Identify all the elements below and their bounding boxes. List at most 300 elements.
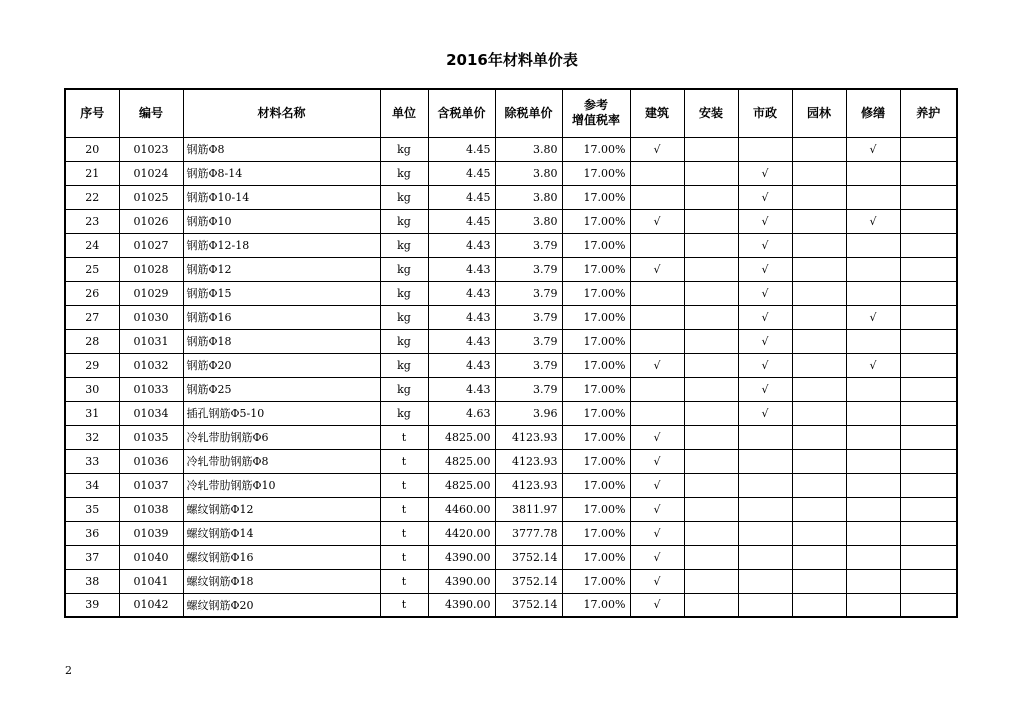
cell-seq: 33 <box>65 449 119 473</box>
cell-unit: kg <box>380 329 428 353</box>
cell-anzhuang <box>684 401 738 425</box>
cell-shizheng <box>738 473 792 497</box>
cell-name: 螺纹钢筋Φ12 <box>183 497 380 521</box>
cell-yanghu <box>900 353 957 377</box>
cell-code: 01041 <box>119 569 183 593</box>
header-rate-line1: 参考 <box>583 98 608 113</box>
table-row <box>65 473 957 497</box>
cell-anzhuang <box>684 521 738 545</box>
cell-anzhuang <box>684 377 738 401</box>
cell-seq: 20 <box>65 137 119 161</box>
cell-xiushan <box>846 449 900 473</box>
cell-price-notax: 3.79 <box>495 329 562 353</box>
cell-jianzhu <box>630 233 684 257</box>
table-row <box>65 521 957 545</box>
header-xiushan: 修缮 <box>846 89 900 137</box>
cell-code: 01042 <box>119 593 183 617</box>
cell-yanghu <box>900 521 957 545</box>
table-row <box>65 329 957 353</box>
cell-yuanlin <box>792 185 846 209</box>
cell-price-tax: 4.45 <box>428 209 495 233</box>
cell-jianzhu: √ <box>630 473 684 497</box>
cell-yuanlin <box>792 425 846 449</box>
cell-xiushan: √ <box>846 305 900 329</box>
cell-yuanlin <box>792 353 846 377</box>
cell-anzhuang <box>684 329 738 353</box>
cell-xiushan <box>846 521 900 545</box>
cell-code: 01037 <box>119 473 183 497</box>
cell-xiushan: √ <box>846 209 900 233</box>
cell-rate: 17.00% <box>562 449 630 473</box>
cell-yanghu <box>900 377 957 401</box>
cell-price-tax: 4.43 <box>428 233 495 257</box>
cell-xiushan <box>846 329 900 353</box>
cell-name: 钢筋Φ25 <box>183 377 380 401</box>
cell-yuanlin <box>792 281 846 305</box>
cell-code: 01023 <box>119 137 183 161</box>
cell-unit: kg <box>380 137 428 161</box>
cell-rate: 17.00% <box>562 593 630 617</box>
cell-yanghu <box>900 473 957 497</box>
cell-shizheng <box>738 545 792 569</box>
cell-name: 钢筋Φ8 <box>183 137 380 161</box>
cell-price-tax: 4.45 <box>428 137 495 161</box>
cell-yuanlin <box>792 449 846 473</box>
cell-yanghu <box>900 185 957 209</box>
cell-code: 01027 <box>119 233 183 257</box>
cell-price-notax: 3752.14 <box>495 593 562 617</box>
table-row <box>65 569 957 593</box>
cell-code: 01040 <box>119 545 183 569</box>
cell-name: 钢筋Φ12-18 <box>183 233 380 257</box>
cell-jianzhu <box>630 401 684 425</box>
cell-unit: kg <box>380 161 428 185</box>
cell-yuanlin <box>792 233 846 257</box>
cell-price-tax: 4.43 <box>428 377 495 401</box>
cell-seq: 26 <box>65 281 119 305</box>
cell-seq: 30 <box>65 377 119 401</box>
cell-seq: 39 <box>65 593 119 617</box>
table-row <box>65 377 957 401</box>
header-anzhuang: 安装 <box>684 89 738 137</box>
cell-seq: 21 <box>65 161 119 185</box>
cell-jianzhu: √ <box>630 353 684 377</box>
cell-code: 01032 <box>119 353 183 377</box>
cell-unit: t <box>380 449 428 473</box>
cell-price-tax: 4390.00 <box>428 569 495 593</box>
cell-seq: 24 <box>65 233 119 257</box>
cell-code: 01038 <box>119 497 183 521</box>
header-price-notax: 除税单价 <box>495 89 562 137</box>
cell-seq: 35 <box>65 497 119 521</box>
cell-shizheng: √ <box>738 353 792 377</box>
cell-anzhuang <box>684 425 738 449</box>
header-yuanlin: 园林 <box>792 89 846 137</box>
table-row <box>65 137 957 161</box>
cell-shizheng <box>738 497 792 521</box>
cell-unit: kg <box>380 233 428 257</box>
cell-jianzhu <box>630 281 684 305</box>
cell-price-notax: 3777.78 <box>495 521 562 545</box>
cell-rate: 17.00% <box>562 185 630 209</box>
cell-rate: 17.00% <box>562 329 630 353</box>
cell-xiushan <box>846 569 900 593</box>
cell-shizheng: √ <box>738 377 792 401</box>
cell-jianzhu: √ <box>630 569 684 593</box>
cell-anzhuang <box>684 569 738 593</box>
page-number: 2 <box>65 664 72 677</box>
cell-yuanlin <box>792 209 846 233</box>
cell-shizheng <box>738 521 792 545</box>
table-row <box>65 233 957 257</box>
cell-xiushan <box>846 161 900 185</box>
cell-yanghu <box>900 425 957 449</box>
cell-anzhuang <box>684 161 738 185</box>
cell-code: 01039 <box>119 521 183 545</box>
table-row <box>65 593 957 617</box>
table-row <box>65 449 957 473</box>
cell-seq: 25 <box>65 257 119 281</box>
cell-unit: kg <box>380 185 428 209</box>
table-row <box>65 401 957 425</box>
cell-jianzhu: √ <box>630 425 684 449</box>
cell-yuanlin <box>792 377 846 401</box>
cell-yuanlin <box>792 593 846 617</box>
cell-xiushan <box>846 473 900 497</box>
cell-shizheng: √ <box>738 281 792 305</box>
header-rate-line2: 增值税率 <box>571 113 620 128</box>
cell-yanghu <box>900 329 957 353</box>
cell-shizheng: √ <box>738 209 792 233</box>
cell-rate: 17.00% <box>562 473 630 497</box>
cell-yanghu <box>900 233 957 257</box>
cell-price-notax: 3.79 <box>495 305 562 329</box>
cell-anzhuang <box>684 209 738 233</box>
cell-jianzhu: √ <box>630 209 684 233</box>
cell-xiushan <box>846 257 900 281</box>
cell-price-notax: 3.79 <box>495 377 562 401</box>
cell-code: 01030 <box>119 305 183 329</box>
cell-price-tax: 4420.00 <box>428 521 495 545</box>
cell-anzhuang <box>684 233 738 257</box>
cell-shizheng <box>738 569 792 593</box>
cell-yuanlin <box>792 569 846 593</box>
cell-anzhuang <box>684 257 738 281</box>
cell-seq: 22 <box>65 185 119 209</box>
cell-seq: 28 <box>65 329 119 353</box>
cell-shizheng <box>738 425 792 449</box>
cell-yanghu <box>900 137 957 161</box>
cell-code: 01033 <box>119 377 183 401</box>
cell-name: 螺纹钢筋Φ14 <box>183 521 380 545</box>
header-name: 材料名称 <box>183 89 380 137</box>
cell-rate: 17.00% <box>562 137 630 161</box>
cell-price-notax: 4123.93 <box>495 425 562 449</box>
cell-name: 钢筋Φ8-14 <box>183 161 380 185</box>
header-yanghu: 养护 <box>900 89 957 137</box>
cell-yuanlin <box>792 497 846 521</box>
cell-shizheng: √ <box>738 233 792 257</box>
cell-rate: 17.00% <box>562 497 630 521</box>
cell-rate: 17.00% <box>562 233 630 257</box>
cell-unit: kg <box>380 281 428 305</box>
cell-anzhuang <box>684 137 738 161</box>
header-price-tax: 含税单价 <box>428 89 495 137</box>
table-row <box>65 305 957 329</box>
cell-yuanlin <box>792 329 846 353</box>
cell-price-notax: 3.80 <box>495 185 562 209</box>
cell-price-notax: 3.79 <box>495 353 562 377</box>
cell-rate: 17.00% <box>562 305 630 329</box>
cell-yuanlin <box>792 161 846 185</box>
cell-jianzhu <box>630 185 684 209</box>
cell-name: 冷轧带肋钢筋Φ6 <box>183 425 380 449</box>
cell-xiushan <box>846 401 900 425</box>
cell-name: 钢筋Φ10 <box>183 209 380 233</box>
cell-anzhuang <box>684 473 738 497</box>
cell-jianzhu <box>630 161 684 185</box>
cell-rate: 17.00% <box>562 257 630 281</box>
cell-anzhuang <box>684 497 738 521</box>
cell-seq: 31 <box>65 401 119 425</box>
cell-rate: 17.00% <box>562 545 630 569</box>
cell-price-notax: 4123.93 <box>495 473 562 497</box>
cell-price-tax: 4.43 <box>428 305 495 329</box>
cell-rate: 17.00% <box>562 281 630 305</box>
cell-yanghu <box>900 449 957 473</box>
cell-yanghu <box>900 305 957 329</box>
cell-unit: kg <box>380 305 428 329</box>
table-row <box>65 425 957 449</box>
cell-yuanlin <box>792 137 846 161</box>
cell-name: 钢筋Φ16 <box>183 305 380 329</box>
cell-price-tax: 4.43 <box>428 353 495 377</box>
cell-yanghu <box>900 281 957 305</box>
cell-yanghu <box>900 257 957 281</box>
cell-yuanlin <box>792 521 846 545</box>
cell-price-tax: 4825.00 <box>428 425 495 449</box>
cell-anzhuang <box>684 305 738 329</box>
cell-yuanlin <box>792 473 846 497</box>
cell-shizheng <box>738 137 792 161</box>
cell-anzhuang <box>684 593 738 617</box>
header-jianzhu: 建筑 <box>630 89 684 137</box>
cell-unit: t <box>380 473 428 497</box>
header-row <box>65 89 957 137</box>
table-row <box>65 257 957 281</box>
cell-anzhuang <box>684 545 738 569</box>
price-table <box>64 88 958 618</box>
cell-price-notax: 4123.93 <box>495 449 562 473</box>
cell-code: 01026 <box>119 209 183 233</box>
cell-seq: 38 <box>65 569 119 593</box>
cell-name: 钢筋Φ18 <box>183 329 380 353</box>
cell-jianzhu: √ <box>630 593 684 617</box>
cell-code: 01035 <box>119 425 183 449</box>
cell-price-notax: 3811.97 <box>495 497 562 521</box>
cell-unit: t <box>380 425 428 449</box>
cell-shizheng <box>738 449 792 473</box>
cell-shizheng: √ <box>738 305 792 329</box>
cell-shizheng: √ <box>738 161 792 185</box>
table-row <box>65 185 957 209</box>
cell-anzhuang <box>684 185 738 209</box>
cell-jianzhu <box>630 305 684 329</box>
cell-jianzhu: √ <box>630 257 684 281</box>
cell-name: 螺纹钢筋Φ20 <box>183 593 380 617</box>
cell-price-notax: 3752.14 <box>495 545 562 569</box>
cell-price-tax: 4390.00 <box>428 593 495 617</box>
cell-anzhuang <box>684 353 738 377</box>
cell-rate: 17.00% <box>562 401 630 425</box>
table-row <box>65 209 957 233</box>
cell-rate: 17.00% <box>562 425 630 449</box>
cell-price-notax: 3.96 <box>495 401 562 425</box>
cell-price-tax: 4390.00 <box>428 545 495 569</box>
cell-yanghu <box>900 401 957 425</box>
cell-yanghu <box>900 569 957 593</box>
cell-seq: 29 <box>65 353 119 377</box>
cell-code: 01029 <box>119 281 183 305</box>
cell-seq: 37 <box>65 545 119 569</box>
cell-shizheng <box>738 593 792 617</box>
cell-price-tax: 4.63 <box>428 401 495 425</box>
cell-name: 螺纹钢筋Φ18 <box>183 569 380 593</box>
cell-xiushan <box>846 185 900 209</box>
cell-jianzhu <box>630 377 684 401</box>
cell-jianzhu: √ <box>630 497 684 521</box>
cell-name: 钢筋Φ10-14 <box>183 185 380 209</box>
cell-xiushan <box>846 545 900 569</box>
cell-yanghu <box>900 209 957 233</box>
cell-code: 01036 <box>119 449 183 473</box>
cell-price-tax: 4.43 <box>428 281 495 305</box>
cell-shizheng: √ <box>738 329 792 353</box>
table-body <box>65 137 957 617</box>
cell-rate: 17.00% <box>562 377 630 401</box>
cell-price-tax: 4460.00 <box>428 497 495 521</box>
cell-name: 钢筋Φ15 <box>183 281 380 305</box>
cell-unit: kg <box>380 401 428 425</box>
cell-yuanlin <box>792 401 846 425</box>
cell-jianzhu: √ <box>630 137 684 161</box>
cell-yanghu <box>900 161 957 185</box>
cell-price-notax: 3.80 <box>495 209 562 233</box>
header-seq: 序号 <box>65 89 119 137</box>
header-rate <box>562 89 630 137</box>
cell-unit: kg <box>380 257 428 281</box>
cell-code: 01031 <box>119 329 183 353</box>
cell-code: 01025 <box>119 185 183 209</box>
cell-code: 01034 <box>119 401 183 425</box>
cell-jianzhu: √ <box>630 521 684 545</box>
cell-yanghu <box>900 545 957 569</box>
cell-price-notax: 3.80 <box>495 161 562 185</box>
cell-price-tax: 4.43 <box>428 329 495 353</box>
cell-unit: t <box>380 593 428 617</box>
cell-price-tax: 4825.00 <box>428 473 495 497</box>
header-code: 编号 <box>119 89 183 137</box>
cell-price-tax: 4.43 <box>428 257 495 281</box>
cell-seq: 32 <box>65 425 119 449</box>
cell-price-tax: 4825.00 <box>428 449 495 473</box>
cell-price-notax: 3.79 <box>495 233 562 257</box>
cell-name: 钢筋Φ12 <box>183 257 380 281</box>
cell-name: 插孔钢筋Φ5-10 <box>183 401 380 425</box>
cell-shizheng: √ <box>738 185 792 209</box>
cell-seq: 23 <box>65 209 119 233</box>
cell-name: 螺纹钢筋Φ16 <box>183 545 380 569</box>
cell-xiushan: √ <box>846 353 900 377</box>
cell-unit: kg <box>380 209 428 233</box>
cell-jianzhu <box>630 329 684 353</box>
cell-price-notax: 3.79 <box>495 281 562 305</box>
cell-xiushan <box>846 281 900 305</box>
cell-name: 钢筋Φ20 <box>183 353 380 377</box>
cell-anzhuang <box>684 281 738 305</box>
cell-seq: 27 <box>65 305 119 329</box>
cell-xiushan <box>846 497 900 521</box>
cell-seq: 34 <box>65 473 119 497</box>
cell-rate: 17.00% <box>562 521 630 545</box>
cell-shizheng: √ <box>738 401 792 425</box>
cell-price-notax: 3.79 <box>495 257 562 281</box>
cell-code: 01028 <box>119 257 183 281</box>
cell-unit: t <box>380 569 428 593</box>
cell-yuanlin <box>792 545 846 569</box>
cell-rate: 17.00% <box>562 353 630 377</box>
cell-jianzhu: √ <box>630 449 684 473</box>
cell-price-notax: 3752.14 <box>495 569 562 593</box>
table-row <box>65 281 957 305</box>
cell-rate: 17.00% <box>562 161 630 185</box>
cell-unit: t <box>380 521 428 545</box>
cell-anzhuang <box>684 449 738 473</box>
cell-yanghu <box>900 497 957 521</box>
cell-unit: t <box>380 497 428 521</box>
cell-unit: kg <box>380 353 428 377</box>
cell-yanghu <box>900 593 957 617</box>
cell-seq: 36 <box>65 521 119 545</box>
header-shizheng: 市政 <box>738 89 792 137</box>
cell-yuanlin <box>792 305 846 329</box>
cell-price-tax: 4.45 <box>428 185 495 209</box>
cell-xiushan: √ <box>846 137 900 161</box>
cell-xiushan <box>846 377 900 401</box>
cell-rate: 17.00% <box>562 569 630 593</box>
header-unit: 单位 <box>380 89 428 137</box>
table-row <box>65 497 957 521</box>
cell-price-notax: 3.80 <box>495 137 562 161</box>
table-row <box>65 353 957 377</box>
cell-unit: kg <box>380 377 428 401</box>
cell-jianzhu: √ <box>630 545 684 569</box>
cell-yuanlin <box>792 257 846 281</box>
cell-xiushan <box>846 233 900 257</box>
cell-rate: 17.00% <box>562 209 630 233</box>
cell-unit: t <box>380 545 428 569</box>
page-title: 2016年材料单价表 <box>446 51 578 69</box>
table-row <box>65 161 957 185</box>
cell-price-tax: 4.45 <box>428 161 495 185</box>
cell-shizheng: √ <box>738 257 792 281</box>
cell-name: 冷轧带肋钢筋Φ10 <box>183 473 380 497</box>
cell-code: 01024 <box>119 161 183 185</box>
cell-xiushan <box>846 425 900 449</box>
table-row <box>65 545 957 569</box>
cell-xiushan <box>846 593 900 617</box>
cell-name: 冷轧带肋钢筋Φ8 <box>183 449 380 473</box>
